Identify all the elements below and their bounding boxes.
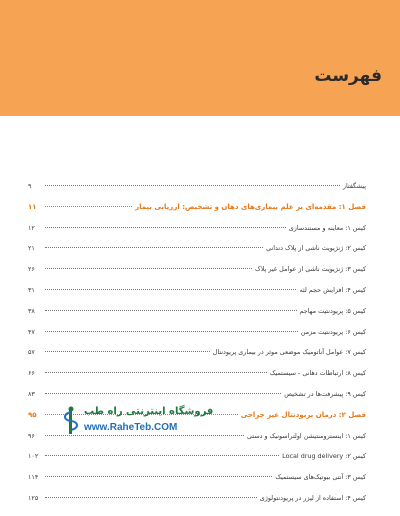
toc-entry-label: کیس ۷: عوامل آناتومیک موضعی موثر در بیماری پریودنتال [212, 348, 366, 357]
toc-entry-label: کیس ۴: افزایش حجم لثه [299, 285, 366, 294]
toc-entry-label: پیشگفتار [342, 182, 366, 190]
toc-page-number: ۳۸ [28, 306, 35, 315]
toc-page-number: ۱۲ [28, 223, 35, 232]
toc-entry-label: کیس ۳: آنتی بیوتیک‌های سیستمیک [275, 473, 366, 482]
toc-page-number: ۱۱ [28, 202, 37, 211]
toc-row[interactable] [28, 183, 366, 204]
toc-page-number: ۱۰۲ [28, 452, 39, 461]
page-title: فهرست [314, 66, 382, 86]
toc-entry-label: کیس ۶: پریودنتیت مزمن [300, 327, 366, 336]
toc-row[interactable] [28, 308, 366, 329]
toc-entry-label: کیس ۳: ژنژیویت ناشی از عوامل غیر پلاک [255, 265, 366, 274]
toc-entry-label: کیس ۹: پیشرفت‌ها در تشخیص [284, 389, 366, 398]
toc-page-number: ۹۵ [28, 410, 37, 419]
dot-leader [45, 247, 263, 248]
dot-leader [45, 331, 298, 332]
watermark-shop-text: فروشگاه اینترنتی راه طب [84, 406, 214, 417]
dot-leader [45, 497, 257, 498]
toc-entry-label: کیس ۵: پریودنتیت مهاجم [299, 306, 366, 315]
dot-leader [45, 476, 272, 477]
toc-row[interactable] [28, 474, 366, 495]
toc-page-number: ۶۶ [28, 369, 35, 378]
dot-leader [45, 227, 286, 228]
dot-leader [45, 268, 252, 269]
toc-entry-label: فصل ۱: مقدمه‌ای بر علم بیماری‌های دهان و تشخیص: ارزیابی بیمار [135, 202, 366, 211]
dot-leader [45, 414, 238, 415]
toc-row[interactable] [28, 245, 366, 266]
dot-leader [45, 393, 281, 394]
toc-row[interactable] [28, 370, 366, 391]
toc-row[interactable] [28, 453, 366, 474]
toc-page-number: ۲۶ [28, 265, 35, 274]
dot-leader [45, 435, 244, 436]
toc-entry-label: کیس ۲: Local drug delivery [282, 452, 366, 461]
dot-leader [45, 455, 279, 456]
toc-page-number: ۴۷ [28, 327, 35, 336]
toc-row[interactable] [28, 391, 366, 412]
dot-leader [45, 185, 340, 186]
toc-page-number: ۹۶ [28, 431, 35, 440]
dot-leader [45, 310, 297, 311]
header-band [0, 0, 400, 116]
dot-leader [45, 372, 267, 373]
watermark-url: www.RaheTeb.COM [84, 422, 178, 433]
toc-page-number: ۳۱ [28, 285, 35, 294]
toc-entry-label: کیس ۸: ارتباطات دهانی - سیستمیک [269, 369, 366, 378]
toc-entry-label: کیس ۲: ژنژیویت ناشی از پلاک دندانی [266, 244, 366, 253]
toc-row[interactable] [28, 287, 366, 308]
dot-leader [45, 351, 210, 352]
toc-page-number: ۵۷ [28, 348, 35, 357]
toc-entry-label: فصل ۲: درمان پریودنتال غیر جراحی [240, 410, 366, 419]
toc-page-number: ۹ [28, 182, 32, 190]
toc-row[interactable] [28, 495, 366, 516]
toc-entry-label: کیس ۴: استفاده از لیزر در پریودنتولوژی [259, 493, 366, 502]
toc-chapter-row[interactable] [28, 412, 366, 433]
toc-page-number: ۸۳ [28, 389, 35, 398]
toc-page-number: ۱۱۴ [28, 473, 39, 482]
toc-entry-label: کیس ۱: اینسترومنتیشن اولتراسونیک و دستی [246, 431, 366, 440]
toc-row[interactable] [28, 266, 366, 287]
toc-page-number: ۲۱ [28, 244, 35, 253]
dot-leader [45, 289, 296, 290]
toc-page-number: ۱۲۵ [28, 493, 39, 502]
toc-row[interactable] [28, 225, 366, 246]
toc-chapter-row[interactable] [28, 204, 366, 225]
dot-leader [45, 206, 132, 207]
toc-row[interactable] [28, 349, 366, 370]
toc-row[interactable] [28, 433, 366, 454]
toc-entry-label: کیس ۱: معاینه و مستندسازی [288, 223, 366, 232]
table-of-contents [28, 183, 366, 516]
toc-row[interactable] [28, 329, 366, 350]
